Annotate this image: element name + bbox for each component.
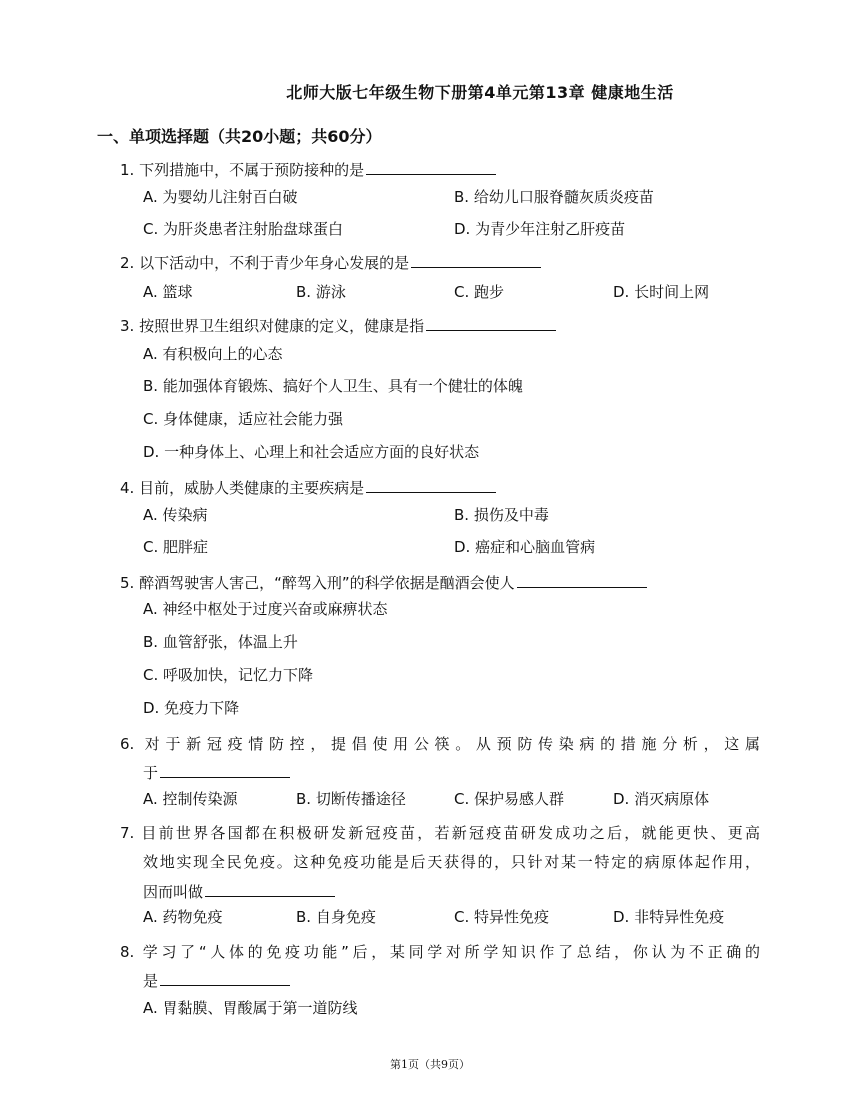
question-3-option-c[interactable]: C. 身体健康，适应社会能力强: [143, 410, 344, 428]
question-6-option-c[interactable]: C. 保护易感人群: [454, 790, 565, 808]
question-6-option-b[interactable]: B. 切断传播途径: [296, 790, 406, 808]
question-5-option-c[interactable]: C. 呼吸加快，记忆力下降: [143, 666, 314, 684]
page-footer: 第1页（共9页）: [390, 1058, 470, 1071]
question-7-stem-line3: 因而叫做: [143, 880, 335, 903]
question-8-stem-line2: 是: [143, 969, 290, 992]
answer-blank[interactable]: [205, 880, 335, 897]
question-1-option-b[interactable]: B. 给幼儿口服脊髓灰质炎疫苗: [454, 188, 654, 206]
question-2-option-a[interactable]: A. 篮球: [143, 283, 193, 301]
question-5-option-a[interactable]: A. 神经中枢处于过度兴奋或麻痹状态: [143, 600, 388, 618]
question-5-option-b[interactable]: B. 血管舒张，体温上升: [143, 633, 298, 651]
question-3-option-b[interactable]: B. 能加强体育锻炼、搞好个人卫生、具有一个健壮的体魄: [143, 377, 523, 395]
answer-blank[interactable]: [517, 571, 647, 588]
question-2-option-c[interactable]: C. 跑步: [454, 283, 505, 301]
question-3-stem: 3. 按照世界卫生组织对健康的定义，健康是指: [120, 314, 556, 337]
question-7-stem-line1: 7. 目前世界各国都在积极研发新冠疫苗，若新冠疫苗研发成功之后，就能更快、更高: [120, 824, 760, 842]
question-8-option-a[interactable]: A. 胃黏膜、胃酸属于第一道防线: [143, 999, 358, 1017]
question-4-option-c[interactable]: C. 肥胖症: [143, 538, 209, 556]
question-3-option-d[interactable]: D. 一种身体上、心理上和社会适应方面的良好状态: [143, 443, 480, 461]
question-4-stem: 4. 目前，威胁人类健康的主要疾病是: [120, 476, 496, 499]
question-5-stem: 5. 醉酒驾驶害人害己，“醉驾入刑”的科学依据是酗酒会使人: [120, 571, 647, 594]
question-2-option-b[interactable]: B. 游泳: [296, 283, 346, 301]
answer-blank[interactable]: [426, 314, 556, 331]
question-4-option-d[interactable]: D. 癌症和心脑血管病: [454, 538, 596, 556]
answer-blank[interactable]: [160, 969, 290, 986]
question-1-option-d[interactable]: D. 为青少年注射乙肝疫苗: [454, 220, 626, 238]
question-3-option-a[interactable]: A. 有积极向上的心态: [143, 345, 283, 363]
section-heading: 一、单项选择题（共20小题；共60分）: [97, 127, 382, 146]
question-7-option-d[interactable]: D. 非特异性免疫: [613, 908, 725, 926]
answer-blank[interactable]: [366, 158, 496, 175]
question-2-stem: 2. 以下活动中，不利于青少年身心发展的是: [120, 251, 541, 274]
question-6-option-a[interactable]: A. 控制传染源: [143, 790, 238, 808]
question-2-option-d[interactable]: D. 长时间上网: [613, 283, 710, 301]
question-1-option-c[interactable]: C. 为肝炎患者注射胎盘球蛋白: [143, 220, 344, 238]
question-6-option-d[interactable]: D. 消灭病原体: [613, 790, 710, 808]
question-7-option-a[interactable]: A. 药物免疫: [143, 908, 223, 926]
question-6-stem-line1: 6. 对于新冠疫情防控，提倡使用公筷。从预防传染病的措施分析，这属: [120, 735, 760, 753]
answer-blank[interactable]: [411, 251, 541, 268]
page-title: 北师大版七年级生物下册第4单元第13章 健康地生活: [286, 83, 674, 102]
answer-blank[interactable]: [366, 476, 496, 493]
question-1-option-a[interactable]: A. 为婴幼儿注射百白破: [143, 188, 298, 206]
question-6-stem-line2: 于: [143, 761, 290, 784]
question-1-stem: 1. 下列措施中，不属于预防接种的是: [120, 158, 496, 181]
question-4-option-a[interactable]: A. 传染病: [143, 506, 208, 524]
question-7-stem-line2: 效地实现全民免疫。这种免疫功能是后天获得的，只针对某一特定的病原体起作用，: [143, 853, 760, 871]
question-8-stem-line1: 8. 学习了“人体的免疫功能”后，某同学对所学知识作了总结，你认为不正确的: [120, 943, 760, 961]
question-7-option-c[interactable]: C. 特异性免疫: [454, 908, 550, 926]
question-4-option-b[interactable]: B. 损伤及中毒: [454, 506, 549, 524]
question-5-option-d[interactable]: D. 免疫力下降: [143, 699, 240, 717]
question-7-option-b[interactable]: B. 自身免疫: [296, 908, 376, 926]
answer-blank[interactable]: [160, 761, 290, 778]
